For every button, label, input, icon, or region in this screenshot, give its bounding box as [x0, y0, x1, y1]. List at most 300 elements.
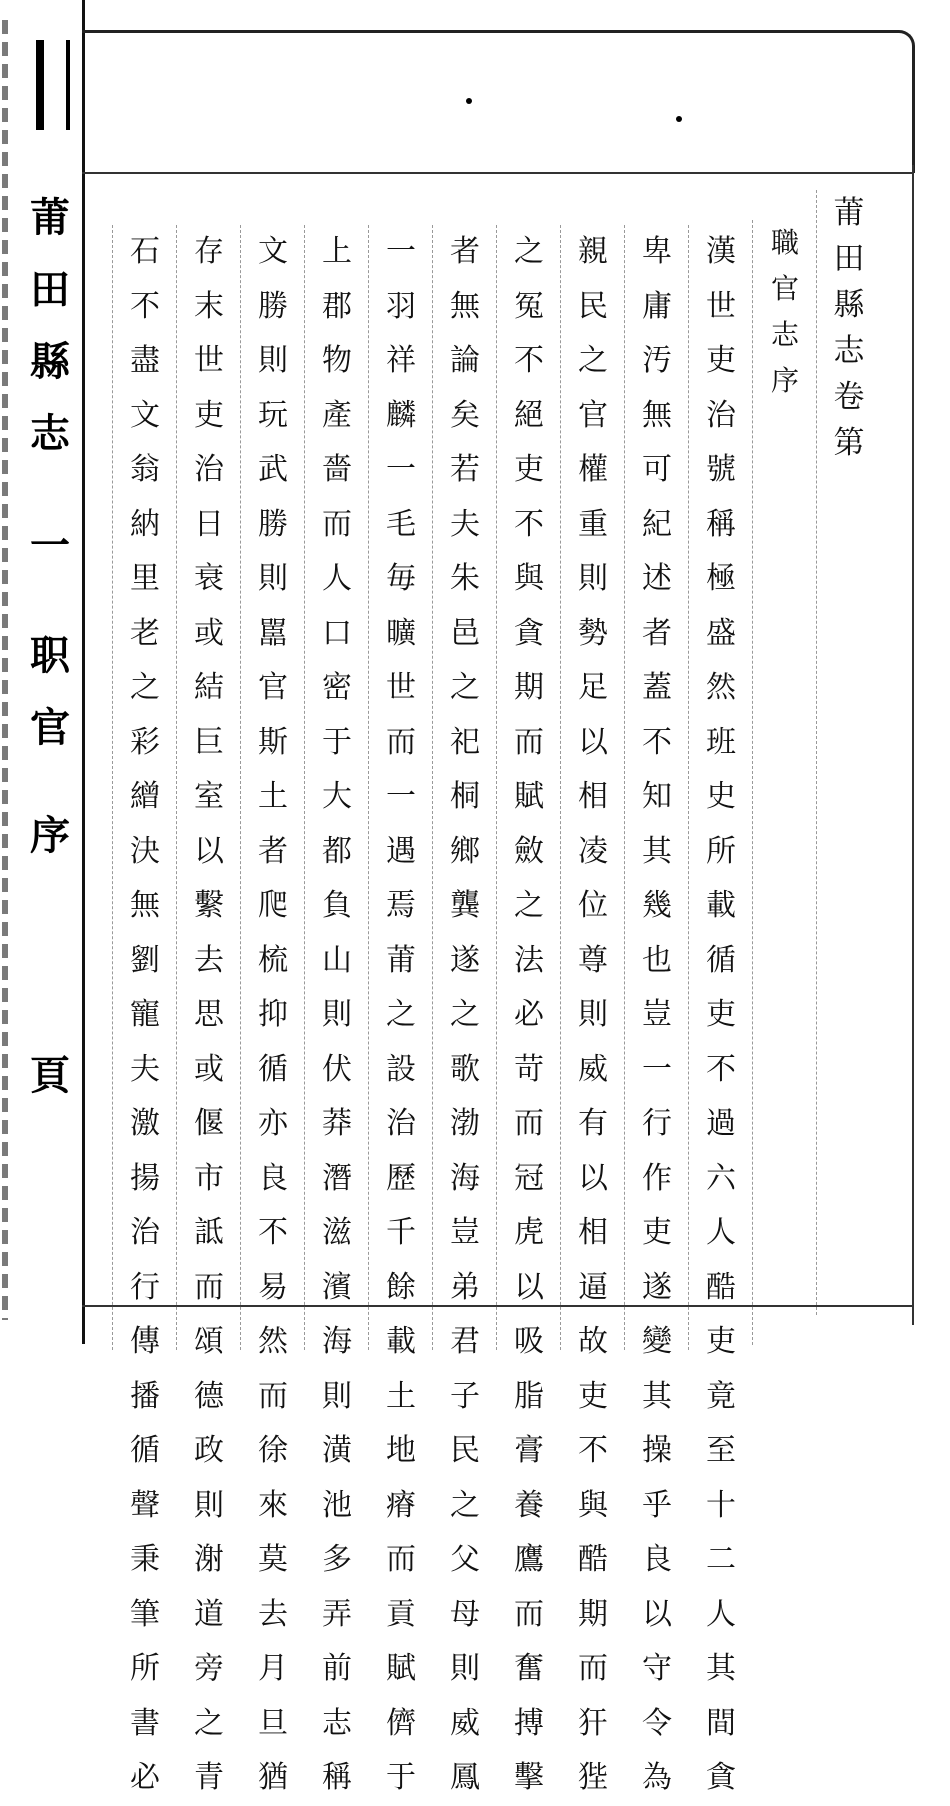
text-char: 至 [706, 1433, 736, 1468]
text-char: 班 [706, 724, 736, 760]
text-char: 相 [578, 1215, 608, 1250]
text-char: 史 [706, 779, 736, 814]
text-char: 武 [258, 452, 288, 487]
text-char: 無 [642, 397, 672, 433]
text-char: 存 [194, 234, 224, 269]
text-char: 翁 [130, 452, 160, 487]
text-char: 弄 [322, 1596, 352, 1632]
text-char: 道 [194, 1596, 224, 1632]
text-char: 瘠 [386, 1487, 416, 1523]
text-char: 勢 [578, 615, 608, 651]
text-char: 青 [194, 1760, 224, 1795]
text-char: 遂 [450, 942, 480, 978]
text-char: 位 [578, 888, 608, 923]
text-char: 載 [386, 1324, 416, 1359]
text-char: 职 [30, 632, 70, 679]
text-char: 幾 [642, 888, 672, 923]
text-char: 夫 [450, 506, 480, 542]
text-char: 而 [514, 1596, 544, 1632]
text-char: 播 [130, 1378, 160, 1414]
text-char: 玩 [258, 397, 288, 433]
top-column-rule [82, 172, 912, 174]
text-char: 劉 [130, 942, 160, 978]
text-char: 爬 [258, 888, 288, 923]
text-char: 都 [322, 833, 352, 869]
text-char: 苛 [514, 1051, 544, 1087]
text-char: 其 [642, 833, 672, 869]
text-char: 歷 [386, 1160, 416, 1196]
text-char: 必 [514, 997, 544, 1032]
text-char: 納 [130, 506, 160, 542]
text-char: 潢 [322, 1433, 352, 1468]
text-char: 之 [578, 343, 608, 378]
text-char: 變 [642, 1324, 672, 1359]
text-char: 以 [514, 1269, 544, 1305]
text-char: 不 [578, 1433, 608, 1468]
text-char: 聲 [130, 1487, 160, 1523]
text-char: 筆 [130, 1596, 160, 1632]
text-char: 而 [578, 1651, 608, 1686]
text-char: 官 [30, 704, 70, 751]
text-char: 可 [642, 452, 672, 487]
text-column [432, 225, 497, 1795]
text-char: 一 [642, 1051, 672, 1087]
text-char: 矣 [450, 397, 480, 433]
text-char: 旁 [194, 1651, 224, 1686]
text-char: 田 [30, 266, 70, 313]
page-margin-spine [0, 0, 85, 1344]
ink-dot [676, 116, 682, 122]
text-char: 設 [386, 1051, 416, 1087]
text-char: 之 [514, 888, 544, 923]
text-char: 縣 [30, 338, 70, 385]
text-char: 治 [194, 452, 224, 487]
text-char: 足 [578, 670, 608, 705]
text-char: 行 [130, 1269, 160, 1305]
text-char: 治 [386, 1106, 416, 1141]
text-char: 吏 [194, 397, 224, 433]
text-char: 所 [706, 833, 736, 869]
text-char: 吏 [514, 452, 544, 487]
text-char: 則 [258, 343, 288, 378]
text-char: 志 [30, 410, 70, 457]
text-char: 則 [258, 561, 288, 596]
text-char: 嗇 [322, 452, 352, 487]
text-char: 不 [258, 1215, 288, 1250]
text-char: 之 [514, 234, 544, 269]
text-char: 地 [386, 1433, 416, 1468]
text-char: 論 [450, 343, 480, 378]
text-char: 豈 [450, 1215, 480, 1250]
text-char: 或 [194, 615, 224, 651]
text-char: 斯 [258, 724, 288, 760]
text-char: 職 [770, 226, 799, 259]
text-char: 莆 [386, 942, 416, 978]
text-char: 作 [642, 1160, 672, 1196]
text-column [304, 225, 369, 1795]
text-char: 載 [706, 888, 736, 923]
text-char: 君 [450, 1324, 480, 1359]
margin-volume-mark: 一 [30, 522, 70, 569]
text-char: 之 [386, 997, 416, 1032]
text-char: 猶 [258, 1760, 288, 1795]
text-column [240, 225, 305, 1795]
text-char: 書 [130, 1705, 160, 1741]
text-char: 寵 [130, 997, 160, 1032]
text-char: 貪 [706, 1760, 736, 1795]
text-char: 貪 [514, 615, 544, 651]
text-char: 吏 [578, 1378, 608, 1414]
text-char: 莽 [322, 1106, 352, 1141]
text-column [496, 225, 561, 1795]
text-char: 然 [258, 1324, 288, 1359]
text-char: 絕 [514, 397, 544, 433]
text-char: 子 [450, 1378, 480, 1414]
text-char: 弟 [450, 1269, 480, 1305]
text-char: 遇 [386, 833, 416, 869]
text-char: 志 [322, 1705, 352, 1741]
vertical-text-area [98, 180, 898, 1795]
text-char: 稱 [706, 506, 736, 542]
document-title-column [816, 190, 881, 1315]
text-char: 曠 [386, 615, 416, 651]
text-char: 世 [386, 670, 416, 705]
text-char: 其 [642, 1378, 672, 1414]
text-char: 良 [642, 1542, 672, 1577]
text-char: 邑 [450, 615, 480, 651]
text-column [176, 225, 241, 1795]
text-char: 其 [706, 1651, 736, 1686]
text-char: 然 [706, 670, 736, 705]
text-char: 人 [322, 561, 352, 596]
text-char: 為 [642, 1760, 672, 1795]
text-char: 搏 [514, 1705, 544, 1741]
text-char: 犴 [578, 1705, 608, 1741]
text-char: 衰 [194, 561, 224, 596]
text-char: 土 [258, 779, 288, 814]
text-char: 來 [258, 1487, 288, 1523]
text-char: 竟 [706, 1378, 736, 1414]
margin-book-title [30, 182, 70, 470]
text-char: 卷 [833, 379, 865, 415]
text-char: 市 [194, 1160, 224, 1196]
text-char: 于 [322, 724, 352, 760]
text-char: 酷 [706, 1269, 736, 1305]
text-char: 之 [130, 670, 160, 705]
text-char: 而 [386, 1542, 416, 1577]
text-char: 縣 [833, 287, 865, 323]
text-char: 志 [770, 318, 799, 351]
text-char: 二 [706, 1542, 736, 1577]
text-char: 汚 [642, 343, 672, 378]
text-char: 無 [130, 888, 160, 923]
text-char: 老 [130, 615, 160, 651]
text-char: 桐 [450, 779, 480, 814]
text-column [368, 225, 433, 1795]
text-char: 則 [578, 561, 608, 596]
text-char: 郡 [322, 288, 352, 324]
text-char: 奮 [514, 1651, 544, 1686]
text-char: 梳 [258, 942, 288, 978]
text-char: 所 [130, 1651, 160, 1686]
text-char: 脂 [514, 1378, 544, 1414]
text-char: 土 [386, 1378, 416, 1414]
text-char: 不 [514, 343, 544, 378]
text-char: 揚 [130, 1160, 160, 1196]
text-char: 者 [258, 833, 288, 869]
text-char: 吸 [514, 1324, 544, 1359]
text-char: 也 [642, 942, 672, 978]
text-char: 冠 [514, 1160, 544, 1196]
text-char: 口 [322, 615, 352, 651]
text-char: 威 [578, 1051, 608, 1087]
text-char: 秉 [130, 1542, 160, 1577]
text-char: 易 [258, 1269, 288, 1305]
text-char: 負 [322, 888, 352, 923]
text-char: 鳳 [450, 1760, 480, 1795]
text-char: 伏 [322, 1051, 352, 1087]
text-char: 吏 [706, 343, 736, 378]
margin-page-label: 頁 [30, 1052, 70, 1099]
text-char: 文 [258, 234, 288, 269]
text-char: 亦 [258, 1106, 288, 1141]
text-char: 石 [130, 234, 160, 269]
text-char: 之 [450, 1487, 480, 1523]
text-char: 而 [386, 724, 416, 760]
text-char: 母 [450, 1596, 480, 1632]
text-char: 餘 [386, 1269, 416, 1305]
text-char: 儕 [386, 1705, 416, 1741]
text-char: 之 [450, 670, 480, 705]
text-char: 而 [194, 1269, 224, 1305]
text-char: 麟 [386, 397, 416, 433]
text-char: 則 [578, 997, 608, 1032]
text-column [624, 225, 689, 1795]
text-char: 紀 [642, 506, 672, 542]
text-char: 序 [770, 364, 799, 397]
text-column [112, 225, 177, 1795]
text-char: 一 [386, 779, 416, 814]
text-char: 親 [578, 234, 608, 269]
text-char: 相 [578, 779, 608, 814]
text-char: 無 [450, 288, 480, 324]
text-char: 法 [514, 942, 544, 978]
text-char: 十 [706, 1487, 736, 1523]
text-char: 狴 [578, 1760, 608, 1795]
margin-leaf-label: 序 [30, 812, 70, 859]
text-char: 乎 [642, 1487, 672, 1523]
section-subtitle-column [752, 220, 817, 1345]
text-char: 祀 [450, 724, 480, 760]
text-char: 決 [130, 833, 160, 869]
text-char: 凌 [578, 833, 608, 869]
text-char: 不 [130, 288, 160, 324]
text-char: 間 [706, 1705, 736, 1741]
text-char: 冤 [514, 288, 544, 324]
text-char: 酷 [578, 1542, 608, 1577]
text-char: 里 [130, 561, 160, 596]
text-char: 前 [322, 1651, 352, 1686]
text-char: 日 [194, 506, 224, 542]
text-char: 毎 [386, 561, 416, 596]
text-char: 人 [706, 1215, 736, 1250]
text-char: 嚚 [258, 615, 288, 651]
text-char: 操 [642, 1433, 672, 1468]
text-char: 蓋 [642, 670, 672, 705]
text-char: 父 [450, 1542, 480, 1577]
text-char: 產 [322, 397, 352, 433]
text-char: 治 [706, 397, 736, 433]
text-char: 繫 [194, 888, 224, 923]
text-char: 故 [578, 1324, 608, 1359]
text-char: 世 [194, 343, 224, 378]
text-char: 民 [450, 1433, 480, 1468]
text-char: 多 [322, 1542, 352, 1577]
text-char: 吏 [706, 1324, 736, 1359]
text-char: 一 [386, 452, 416, 487]
text-char: 知 [642, 779, 672, 814]
text-char: 治 [130, 1215, 160, 1250]
text-char: 則 [322, 997, 352, 1032]
text-char: 海 [450, 1160, 480, 1196]
text-char: 擊 [514, 1760, 544, 1795]
margin-fishtail-mark [36, 40, 70, 130]
text-char: 與 [578, 1487, 608, 1523]
text-char: 一 [386, 234, 416, 269]
text-char: 貢 [386, 1596, 416, 1632]
text-char: 遂 [642, 1269, 672, 1305]
text-char: 民 [578, 288, 608, 324]
text-char: 旦 [258, 1705, 288, 1741]
text-char: 德 [194, 1378, 224, 1414]
text-char: 重 [578, 506, 608, 542]
text-char: 巨 [194, 724, 224, 760]
text-char: 期 [514, 670, 544, 705]
text-char: 膏 [514, 1433, 544, 1468]
text-char: 于 [386, 1760, 416, 1795]
text-char: 虎 [514, 1215, 544, 1250]
text-char: 莫 [258, 1542, 288, 1577]
text-char: 而 [258, 1378, 288, 1414]
text-char: 威 [450, 1705, 480, 1741]
text-char: 而 [322, 506, 352, 542]
text-char: 夫 [130, 1051, 160, 1087]
text-char: 大 [322, 779, 352, 814]
text-char: 庸 [642, 288, 672, 324]
text-char: 詆 [194, 1215, 224, 1250]
text-char: 吏 [706, 997, 736, 1032]
text-char: 勝 [258, 506, 288, 542]
text-char: 歌 [450, 1051, 480, 1087]
text-char: 滋 [322, 1215, 352, 1250]
text-char: 傳 [130, 1324, 160, 1359]
text-char: 則 [194, 1487, 224, 1523]
text-char: 潛 [322, 1160, 352, 1196]
text-char: 濱 [322, 1269, 352, 1305]
text-char: 號 [706, 452, 736, 487]
text-char: 官 [770, 272, 799, 305]
text-char: 物 [322, 343, 352, 378]
text-char: 若 [450, 452, 480, 487]
text-char: 過 [706, 1106, 736, 1141]
text-char: 鷹 [514, 1542, 544, 1577]
top-frame-border [82, 30, 915, 173]
text-char: 鄉 [450, 833, 480, 869]
text-char: 循 [258, 1051, 288, 1087]
text-char: 則 [450, 1651, 480, 1686]
text-char: 六 [706, 1160, 736, 1196]
text-char: 必 [130, 1760, 160, 1795]
text-char: 田 [833, 241, 865, 277]
text-char: 不 [514, 506, 544, 542]
text-char: 渤 [450, 1106, 480, 1141]
text-char: 令 [642, 1705, 672, 1741]
text-char: 卑 [642, 234, 672, 269]
text-char: 莆 [30, 194, 70, 241]
text-char: 世 [706, 288, 736, 324]
text-char: 者 [642, 615, 672, 651]
text-char: 與 [514, 561, 544, 596]
text-char: 行 [642, 1106, 672, 1141]
text-char: 盡 [130, 343, 160, 378]
text-char: 之 [194, 1705, 224, 1741]
text-char: 賦 [386, 1651, 416, 1686]
text-char: 極 [706, 561, 736, 596]
text-char: 第 [833, 425, 865, 461]
text-char: 權 [578, 452, 608, 487]
page-edge-decoration [2, 20, 8, 1320]
text-char: 以 [642, 1596, 672, 1632]
text-char: 繒 [130, 779, 160, 814]
text-char: 人 [706, 1596, 736, 1632]
text-char: 吏 [642, 1215, 672, 1250]
text-char: 尊 [578, 942, 608, 978]
text-char: 羽 [386, 288, 416, 324]
text-char: 養 [514, 1487, 544, 1523]
text-char: 上 [322, 234, 352, 269]
text-char: 徐 [258, 1433, 288, 1468]
text-char: 㴬 [194, 1542, 224, 1577]
text-char: 則 [322, 1378, 352, 1414]
text-char: 盛 [706, 615, 736, 651]
text-char: 官 [258, 670, 288, 705]
text-column [688, 225, 753, 1795]
text-char: 祥 [386, 343, 416, 378]
text-char: 海 [322, 1324, 352, 1359]
text-char: 月 [258, 1651, 288, 1686]
text-char: 勝 [258, 288, 288, 324]
margin-section-name [30, 620, 70, 764]
text-char: 者 [450, 234, 480, 269]
right-border-rule [912, 165, 914, 1325]
text-char: 之 [450, 997, 480, 1032]
text-char: 循 [130, 1433, 160, 1468]
text-char: 以 [578, 724, 608, 760]
text-char: 而 [514, 1106, 544, 1141]
text-char: 山 [322, 942, 352, 978]
text-char: 去 [258, 1596, 288, 1632]
text-char: 思 [194, 997, 224, 1032]
text-char: 循 [706, 942, 736, 978]
ink-dot [466, 98, 472, 104]
text-char: 斂 [514, 833, 544, 869]
text-char: 稱 [322, 1760, 352, 1795]
text-char: 賦 [514, 779, 544, 814]
text-char: 室 [194, 779, 224, 814]
text-char: 莆 [833, 195, 865, 231]
text-char: 期 [578, 1596, 608, 1632]
text-char: 以 [578, 1160, 608, 1196]
